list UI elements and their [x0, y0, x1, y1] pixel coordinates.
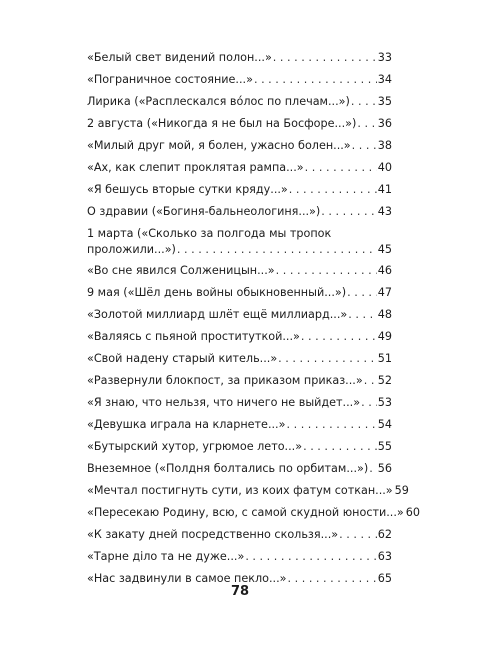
toc-entry-title: «Я бешусь вторые сутки кряду...»	[87, 183, 288, 196]
toc-leader-dots	[245, 546, 376, 568]
toc-entry-title: «Пересекаю Родину, всю, с самой скудной юности...»	[87, 506, 404, 519]
toc-leader-dots	[254, 69, 377, 91]
toc-entry-title: 1 марта («Сколько за полгода мы тропок	[87, 227, 332, 240]
toc-entry-page: 65	[377, 572, 392, 585]
toc-entry	[87, 326, 392, 348]
toc-entry-title: 9 мая («Шёл день войны обыкновенный...»)	[87, 286, 347, 299]
toc-entry	[87, 370, 392, 392]
toc-entry-title: «Тарне діло та не дуже...»	[87, 550, 245, 563]
toc-entry-title: О здравии («Богиня-бальнеологиня...»)	[87, 205, 321, 218]
toc-leader-dots	[286, 414, 376, 436]
toc-entry-title: «Белый свет видений полон...»	[87, 51, 272, 64]
toc-entry	[87, 69, 392, 91]
toc-entry-page: 51	[377, 352, 392, 365]
toc-entry-title: «Милый друг мой, я болен, ужасно болен...»	[87, 139, 351, 152]
toc-entry	[87, 304, 392, 326]
toc-entry-page: 35	[377, 95, 392, 108]
toc-entry-title: «Девушка играла на кларнете...»	[87, 418, 286, 431]
toc-entry	[87, 201, 392, 223]
toc-leader-dots	[364, 370, 377, 392]
toc-entry-page: 49	[377, 330, 392, 343]
toc-entry	[87, 546, 392, 568]
toc-leader-dots	[348, 304, 376, 326]
toc-entry-page: 53	[377, 396, 392, 409]
toc-entry	[87, 179, 392, 201]
toc-entry-page: 55	[377, 440, 392, 453]
toc-entry-title: «Бутырский хутор, угрюмое лето...»	[87, 440, 303, 453]
toc-entry-page: 54	[377, 418, 392, 431]
toc-entry	[87, 524, 392, 546]
toc-entry	[87, 480, 409, 502]
toc-entry	[87, 282, 392, 304]
toc-entry-title: 2 августа («Никогда я не был на Босфоре...»)	[87, 117, 357, 130]
toc-leader-dots	[361, 392, 377, 414]
toc-entry-page: 43	[377, 205, 392, 218]
toc-entry-page: 38	[377, 139, 392, 152]
toc-entry-page: 46	[377, 264, 392, 277]
toc-entry-title: Внеземное («Полдня болтались по орбитам...»)	[87, 462, 369, 475]
toc-leader-dots	[273, 47, 377, 69]
toc-entry-title: «Во сне явился Солженицын...»	[87, 264, 275, 277]
toc-leader-dots	[357, 113, 376, 135]
toc-entry-title: «Развернули блокпост, за приказом приказ...»	[87, 374, 363, 387]
toc-entry-page: 59	[394, 484, 409, 497]
toc-leader-dots	[278, 348, 377, 370]
toc-entry	[87, 47, 392, 69]
toc-entry	[87, 392, 392, 414]
toc-entry	[87, 157, 392, 179]
toc-leader-dots	[289, 179, 377, 201]
toc-entry-page: 33	[377, 51, 392, 64]
toc-leader-dots	[339, 524, 377, 546]
toc-entry-page: 36	[377, 117, 392, 130]
toc-entry-page: 48	[377, 308, 392, 321]
toc-entry-title: «Золотой миллиард шлёт ещё миллиард...»	[87, 308, 348, 321]
toc-leader-dots	[301, 326, 377, 348]
toc-entry-page: 62	[377, 528, 392, 541]
toc-entry-page: 34	[377, 73, 392, 86]
toc-entry	[87, 502, 421, 524]
toc-entry-title: «Мечтал постигнуть сути, из коих фатум соткан...»	[87, 484, 393, 497]
toc-leader-dots	[177, 242, 377, 258]
page-number: 78	[230, 584, 250, 599]
toc-entry-page: 41	[377, 183, 392, 196]
toc-entry-title: «Пограничное состояние...»	[87, 73, 253, 86]
toc-leader-dots	[351, 91, 377, 113]
toc-entry-page: 60	[405, 506, 421, 519]
toc-leader-dots	[276, 260, 377, 282]
toc-leader-dots	[369, 458, 377, 480]
toc-leader-dots	[303, 436, 377, 458]
toc-entry-title-continued: проложили...»)	[87, 243, 176, 256]
toc-entry	[87, 348, 392, 370]
toc-entry-page: 52	[377, 374, 392, 387]
toc-entry-title: «Свой надену старый китель...»	[87, 352, 278, 365]
toc-entry-title: «Я знаю, что нельзя, что ничего не выйдет...»	[87, 396, 361, 409]
table-of-contents	[87, 47, 421, 590]
toc-entry-page: 45	[377, 243, 392, 256]
toc-entry-title: «Ах, как слепит проклятая рампа...»	[87, 161, 304, 174]
toc-entry-title: «Нас задвинули в самое пекло...»	[87, 572, 287, 585]
toc-leader-dots	[347, 282, 377, 304]
toc-leader-dots	[321, 201, 376, 223]
toc-entry	[87, 414, 392, 436]
toc-entry-page: 40	[377, 161, 392, 174]
toc-entry	[87, 260, 392, 282]
toc-entry-title: Лирика («Расплескался вóлос по плечам...»)	[87, 95, 350, 108]
toc-leader-dots	[305, 157, 377, 179]
toc-entry	[87, 458, 392, 480]
toc-entry-title: «К закату дней посредственно скользя...»	[87, 528, 339, 541]
toc-entry	[87, 135, 392, 157]
toc-entry-page: 47	[377, 286, 392, 299]
toc-entry	[87, 91, 392, 113]
toc-entry-page: 63	[377, 550, 392, 563]
toc-leader-dots	[352, 135, 377, 157]
toc-entry	[87, 223, 392, 260]
toc-entry	[87, 436, 392, 458]
toc-entry	[87, 113, 392, 135]
toc-entry-page: 56	[377, 462, 392, 475]
toc-entry-title: «Валяясь с пьяной проституткой...»	[87, 330, 300, 343]
